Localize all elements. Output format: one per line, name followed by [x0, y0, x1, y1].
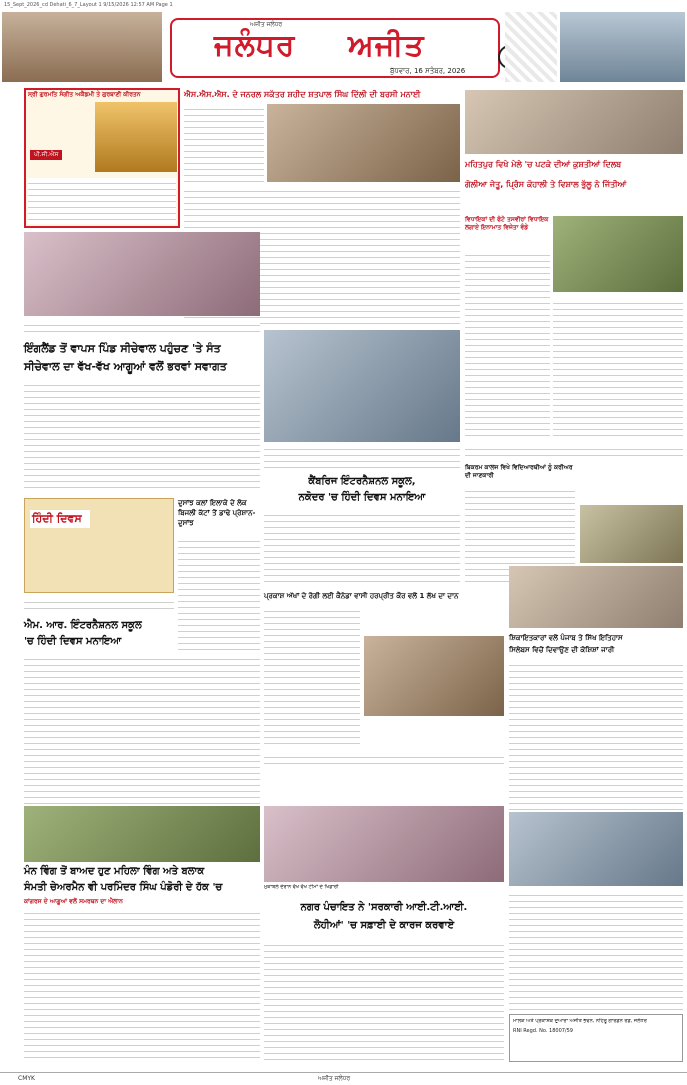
mela-photo-top	[465, 90, 683, 154]
headline-nagar-2: ਲੋਹੀਆਂ' 'ਚ ਸਫ਼ਾਈ ਦੇ ਕਾਰਜ ਕਰਵਾਏ	[313, 920, 455, 931]
hindi-divas-caption	[24, 597, 174, 611]
headline-eye-donation: ਪ੍ਰਕਾਸ਼ ਅੱਖਾਂ ਦੇ ਰੋਗੀ ਲਈ ਕੈਨੇਡਾ ਵਾਸੀ ਹਰਪ੍ਰੀਤ ਕੌਰ ਵਲੋਂ 1 ਲੱਖ ਦਾ ਦਾਨ	[264, 592, 459, 600]
footer-cmyk: CMYK	[18, 1075, 35, 1082]
headline-syllabus-2: ਸਿਲੇਬਸ ਵਿਚੋਂ ਦਿਵਾਉਣ ਦੀ ਕੋਸ਼ਿਸ਼ਾਂ ਜਾਰੀ	[509, 646, 615, 654]
seechewal-photo-caption	[24, 320, 260, 336]
headline-dilli-barsi: ਐਸ.ਐਸ.ਐਸ. ਦੇ ਜਨਰਲ ਸਕੱਤਰ ਸ਼ਹੀਦ ਸ਼ਤਪਾਲ ਸਿੰਘ ਦਿੱਲੀ ਦੀ ਬਰਸੀ ਮਨਾਈ	[184, 90, 421, 99]
story-dilli-text	[184, 104, 264, 182]
headline-syllabus-1: ਸ਼ਿਕਾਇਤਕਾਰਾਂ ਵਲੋਂ ਪੰਜਾਬ ਤੇ ਸਿੱਖ ਇਤਿਹਾਸ	[509, 634, 623, 642]
headline-pandori-2: ਸੰਮਤੀ ਚੇਅਰਮੈਨ ਵੀ ਪਰਮਿੰਦਰ ਸਿੰਘ ਪੰਡੋਰੀ ਦੇ ਹੱਕ 'ਚ	[24, 882, 223, 893]
headline-power-cut: ਦੁਸਾਂਝ ਕਲਾਂ ਇਲਾਕੇ ਦੇ ਲੋਕ ਬਿਜਲੀ ਕੱਟਾਂ ਤੋਂ ਡਾਢੇ ਪ੍ਰੇਸ਼ਾਨ-ਦੁਸਾਂਝ	[178, 499, 256, 527]
kushti-photo	[553, 216, 683, 292]
career-text	[465, 444, 683, 460]
masthead-tag: ਅਜੀਤ ਜਲੰਧਰ	[250, 21, 283, 28]
masthead-left-photo	[2, 12, 162, 82]
kabaddi-caption: ਮੁਕਾਬਲੇ ਦੌਰਾਨ ਵੱਖ ਵੱਖ ਟੀਮਾਂ ਦੇ ਖਿਡਾਰੀ	[264, 884, 339, 890]
hindi-divas-banner: ਹਿੰਦੀ ਦਿਵਸ	[30, 510, 90, 528]
masthead-city: ਜਲੰਧਰ	[214, 28, 296, 63]
seechewal-body	[24, 380, 260, 488]
masthead-right-photo	[560, 12, 685, 82]
cooking-text	[509, 890, 683, 1010]
kushti-subhead: ਵਿਧਾਇਕਾਂ ਦੀ ਫੋਟੋ ਤਸਵੀਰਾਂ ਵਿਧਾਇਕ ਲਗਾਏ ਇਨਾਮਾਤ ਵਿਜੇਤਾ ਵੰਡੇ	[465, 216, 549, 231]
golden-temple-photo	[95, 102, 177, 172]
syllabus-text	[509, 660, 683, 810]
nagar-body	[264, 940, 504, 1060]
seechewal-welcome-photo	[24, 232, 260, 316]
headline-cambridge-1: ਕੈਂਬਰਿਜ ਇੰਟਰਨੈਸ਼ਨਲ ਸਕੂਲ,	[308, 476, 416, 487]
headline-seechewal-2: ਸੀਚੇਵਾਲ ਦਾ ਵੱਖ-ਵੱਖ ਆਗੂਆਂ ਵਲੋਂ ਭਰਵਾਂ ਸਵਾਗਤ	[24, 360, 227, 373]
masthead-paper-name: ਅਜੀਤ	[348, 28, 425, 63]
masthead-date: ਬੁੱਧਵਾਰ, 16 ਸਤੰਬਰ, 2026	[390, 67, 466, 75]
headline-mr-school-1: ਐਮ. ਆਰ. ਇੰਟਰਨੈਸ਼ਨਲ ਸਕੂਲ	[24, 620, 142, 631]
mr-school-body	[24, 654, 260, 804]
cambridge-body	[264, 510, 460, 586]
pandori-subhead: ਕਾਂਗਰਸ ਦੇ ਆਗੂਆਂ ਵਲੋਂ ਸਮਰਥਨ ਦਾ ਐਲਾਨ	[24, 898, 123, 905]
pandori-body	[24, 908, 260, 1058]
headline-kushti-2: ਗੋਲੀਆ ਜੇਤੂ, ਪ੍ਰਿੰਸ ਕੋਹਾਲੀ ਤੇ ਵਿਸ਼ਾਲ ਭੁੱਲੂ ਨੇ ਜਿੱਤੀਆਂ	[465, 180, 627, 189]
cambridge-school-photo	[264, 330, 460, 442]
eye-donation-photo	[364, 636, 504, 716]
barsi-photo	[267, 104, 460, 182]
bikram-photo	[580, 505, 683, 563]
eye-donation-caption	[264, 752, 504, 764]
headline-cambridge-2: ਨਕੋਦਰ 'ਚ ਹਿੰਦੀ ਦਿਵਸ ਮਨਾਇਆ	[298, 492, 426, 503]
cambridge-photo-caption	[264, 444, 460, 470]
eye-donation-text	[264, 606, 360, 746]
headline-seechewal-1: ਇੰਗਲੈਂਡ ਤੋਂ ਵਾਪਸ ਪਿੰਡ ਸੀਚੇਵਾਲ ਪਹੁੰਚਣ 'ਤੇ ਸੰਤ	[24, 342, 221, 355]
imprint-rni: RNI Regd. No. 18007/59	[513, 1028, 573, 1034]
footer-rule	[0, 1072, 687, 1073]
ad-title: ਸ੍ਰੀ ਗੁਰਮਤਿ ਸੰਗੀਤ ਅਕੈਡਮੀ ਤੇ ਗੁਰਬਾਣੀ ਕੀਰਤਨ	[28, 91, 141, 98]
headline-kushti-1: ਮਹਿਤਪੁਰ ਵਿਖੇ ਮੇਲੇ 'ਚ ਪਟਕੇ ਦੀਆਂ ਕੁਸ਼ਤੀਆਂ ਦਿਲਬ	[465, 160, 622, 169]
kabaddi-photo	[264, 806, 504, 882]
imprint-text: ਮਾਲਕ ਅਤੇ ਪ੍ਰਕਾਸ਼ਕ ਦੁਆਰਾ ਅਜੀਤ ਭਵਨ, ਨਹਿਰੂ ਗਾਰਡਨ ਰੋਡ, ਜਲੰਧਰ	[513, 1018, 647, 1024]
masthead-pattern	[505, 12, 557, 82]
kushti-text-2	[553, 298, 683, 440]
headline-pandori-1: ਮੰਨ ਵਿੰਗ ਤੋਂ ਬਾਅਦ ਹੁਣ ਮਹਿਲਾ ਵਿੰਗ ਅਤੇ ਬਲਾਕ	[24, 866, 205, 877]
ad-badge: ਪੀ.ਜੀ.ਐਸ	[30, 150, 62, 160]
sikh-syllabus-photo	[509, 566, 683, 628]
cooking-photo	[509, 812, 683, 886]
headline-bikram-college: ਬਿਕਰਮ ਕਾਲਜ ਵਿਖੇ ਵਿਦਿਆਰਥੀਆਂ ਨੂੰ ਕਰੀਅਰ ਦੀ ਜਾਣਕਾਰੀ	[465, 464, 573, 479]
ad-body-text	[28, 178, 176, 224]
print-slug: 15_Sept_2026_cd Dehati_6_7_Layout 1 9/15/2026 12:57 AM Page 1	[4, 2, 173, 8]
kushti-text	[465, 250, 550, 440]
mr-school-photo	[24, 806, 260, 862]
headline-nagar-1: ਨਗਰ ਪੰਚਾਇਤ ਨੇ 'ਸਰਕਾਰੀ ਆਈ.ਟੀ.ਆਈ.	[300, 902, 468, 913]
headline-mr-school-2: 'ਚ ਹਿੰਦੀ ਦਿਵਸ ਮਨਾਇਆ	[24, 636, 122, 647]
imprint-box	[509, 1014, 683, 1062]
footer-paper: ਅਜੀਤ ਜਲੰਧਰ	[318, 1075, 351, 1082]
